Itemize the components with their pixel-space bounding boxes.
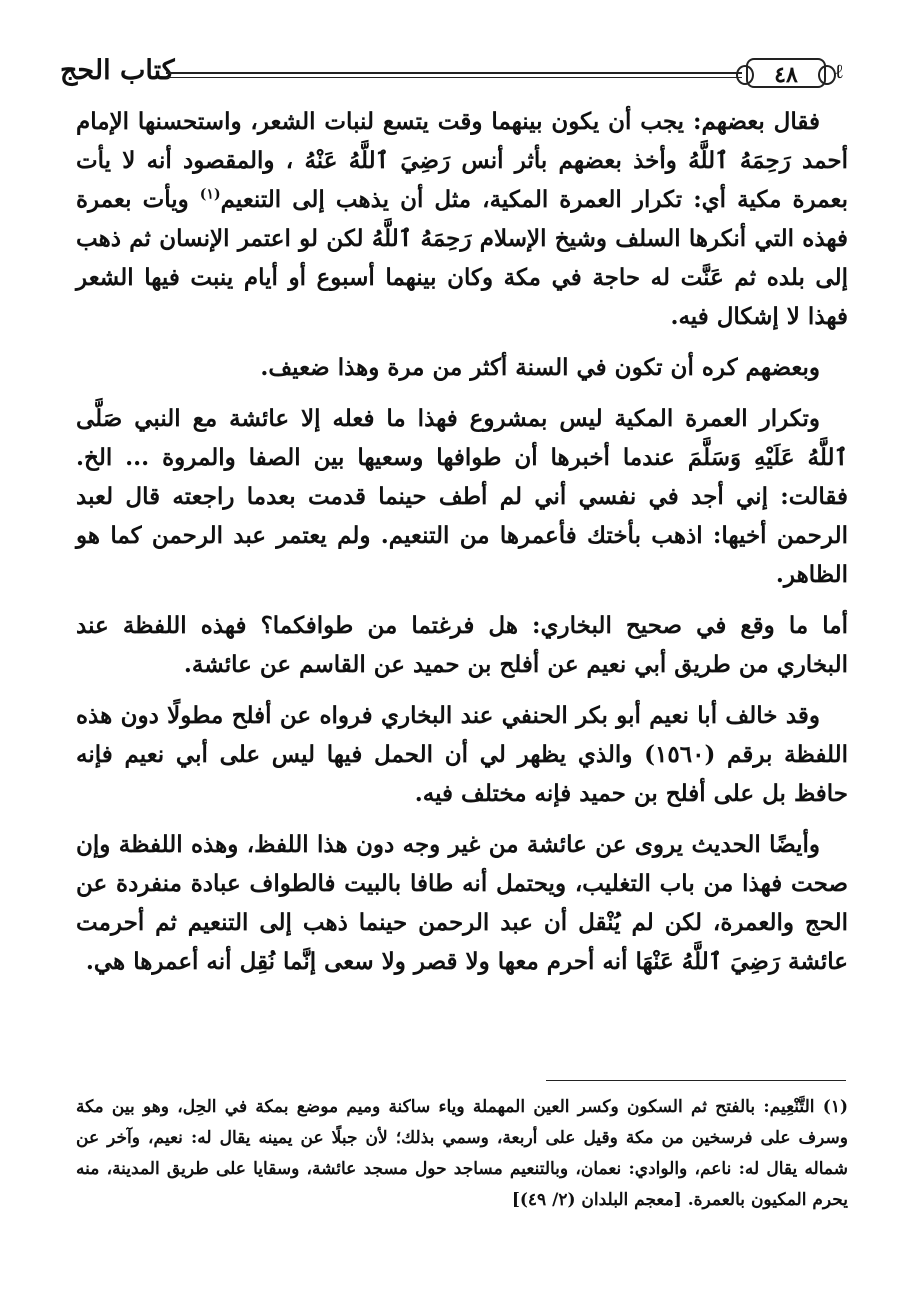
book-title: كتاب الحج bbox=[60, 55, 175, 86]
footnotes bbox=[76, 1092, 848, 1216]
paragraph-2: وبعضهم كره أن تكون في السنة أكثر من مرة وهذا ضعيف. bbox=[260, 354, 820, 381]
footnote-divider bbox=[546, 1080, 846, 1081]
main-text bbox=[76, 102, 848, 993]
paragraph-3: وتكرار العمرة المكية ليس بمشروع فهذا ما فعله إلا عائشة مع النبي صَلَّى ٱللَّهُ عَلَيْهِ وَسَلَّمَ عندما أخبرها أن طوافها وسعيها بين الصفا والمروة ... الخ. فقالت: إني أجد في نفسي أني لم أطف حينما قدمت بعدما راجعته قال لعبد الرحمن أخيها: اذهب بأختك فأعمرها من التنعيم. ولم يعتمر عبد الرحمن كما هو الظاهر. bbox=[76, 405, 848, 588]
footnote-1: (١) التَّنْعِيم: بالفتح ثم السكون وكسر العين المهملة وياء ساكنة وميم موضع بمكة في الحِل، وهو بين مكة وسرف على فرسخين من مكة وقيل على أربعة، وسمي بذلك؛ لأن جبلًا عن يمينه يقال له: نعيم، وآخر عن شماله يقال له: ناعم، والوادي: نعمان، وبالتنعيم مساجد حول مسجد عائشة، وسقايا على طريق المدينة، منه يحرم المكيون بالعمرة. [معجم البلدان (٢/ ٤٩)] bbox=[76, 1097, 848, 1210]
paragraph-5: وقد خالف أبا نعيم أبو بكر الحنفي عند البخاري فرواه عن أفلح مطولًا دون هذه اللفظة برقم (١٥٦٠) والذي يظهر لي أن الحمل فيها ليس على أبي نعيم فإنه حافظ بل على أفلح بن حميد فإنه مختلف فيه. bbox=[76, 702, 848, 807]
paragraph-1-text-continued: ويأت بعمرة فهذه التي أنكرها السلف وشيخ الإسلام رَحِمَهُ ٱللَّهُ لكن لو اعتمر الإنسان ثم ذهب إلى بلده ثم عَنَّت له حاجة في مكة وكان بينهما أسبوع أو أيام ينبت فيها الشعر فهذا لا إشكال فيه. bbox=[76, 186, 848, 330]
page-header bbox=[60, 56, 850, 96]
paragraph-6: وأيضًا الحديث يروى عن عائشة من غير وجه دون هذا اللفظ، وهذه اللفظة وإن صحت فهذا من باب التغليب، ويحتمل أنه طافا بالبيت فالطواف عبادة منفردة عن الحج والعمرة، لكن لم يُنْقل أن عبد الرحمن حينما ذهب إلى التنعيم ثم أحرمت عائشة رَضِيَ ٱللَّهُ عَنْهَا أنه أحرم معها ولا قصر ولا سعى إنَّما نُقِل أنه أعمرها هي. bbox=[76, 831, 848, 975]
paragraph-4: أما ما وقع في صحيح البخاري: هل فرغتما من طوافكما؟ فهذه اللفظة عند البخاري من طريق أبي نعيم عن أفلح بن حميد عن القاسم عن عائشة. bbox=[76, 612, 848, 678]
header-ornament-icon: ℓ bbox=[834, 59, 844, 83]
header-rule bbox=[166, 72, 742, 74]
footnote-reference[interactable]: (١) bbox=[199, 186, 221, 203]
paragraph-1 bbox=[76, 102, 848, 336]
page-number: ٤٨ bbox=[746, 58, 826, 88]
paragraph-1-text: فقال بعضهم: يجب أن يكون بينهما وقت يتسع لنبات الشعر، واستحسنها الإمام أحمد رَحِمَهُ ٱللَّهُ وأخذ بعضهم بأثر أنس رَضِيَ ٱللَّهُ عَنْهُ ، والمقصود أنه لا يأت بعمرة مكية أي: تكرار العمرة المكية، مثل أن يذهب إلى التنعيم bbox=[76, 108, 848, 213]
